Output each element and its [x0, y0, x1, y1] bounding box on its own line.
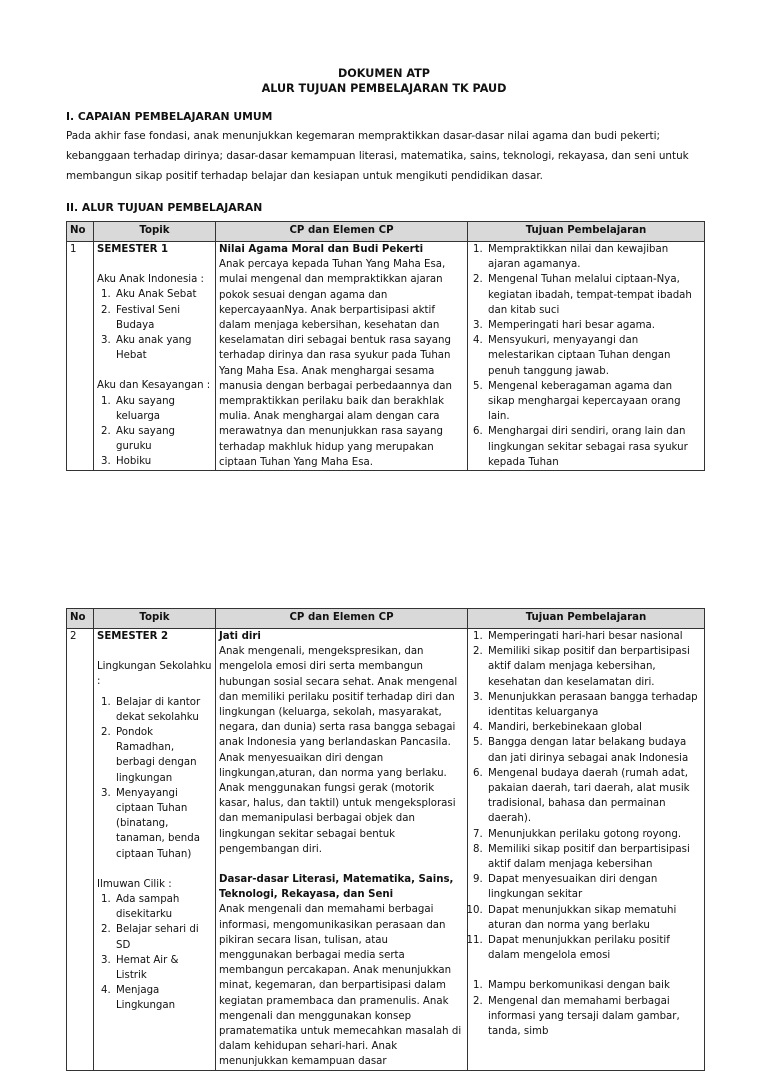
- cp-element-text: Anak mengenali, mengekspresikan, dan mengelola emosi diri serta membangun hubungan sosial secara sehat. Anak mengenal dan memiliki perilaku positif terhadap diri dan lingkungan (keluarga, sekolah, masyarakat, negara, dan dunia) serta rasa bangga sebagai anak Indonesia yang berlandaskan Pancasila. Anak menyesuaikan diri dengan lingkungan,aturan, dan norma yang berlaku. Anak menggunakan fungsi gerak (motorik kasar, halus, dan taktil) untuk mengeksplorasi dan memanipulasi berbagai objek dan lingkungan sekitar sebagai bentuk pengembangan diri.: [219, 646, 458, 855]
- cp-element-text: Anak mengenali dan memahami berbagai informasi, mengomunikasikan perasaan dan pikiran secara lisan, tulisan, atau menggunakan berbagai media serta membangun percakapan. Anak menunjukkan minat, kegemaran, dan berpartisipasi dalam kegiatan pramembaca dan pramenulis. Anak mengenali dan menggunakan konsep pramatematika untuk memecahkan masalah di dalam kehidupan sehari-hari. Anak menunjukkan kemampuan dasar: [219, 904, 462, 1068]
- topic-group-title: Aku dan Kesayangan :: [97, 380, 211, 392]
- section-heading-capaian: I. CAPAIAN PEMBELAJARAN UMUM: [66, 110, 273, 123]
- header-topik: Topik: [94, 609, 216, 629]
- list-item: 5. Mengenal keberagaman agama dan sikap menghargai kepercayaan orang lain.: [486, 379, 701, 425]
- header-tp: Tujuan Pembelajaran: [468, 609, 705, 629]
- list-item: 4. Mandiri, berkebinekaan global: [486, 720, 701, 735]
- section-paragraph-capaian: Pada akhir fase fondasi, anak menunjukkan kegemaran mempraktikkan dasar-dasar nilai agama dan budi pekerti; kebanggaan terhadap dirinya; dasar-dasar kemampuan literasi, matematika, sains, teknologi, rekayasa, dan seni untuk membangun sikap positif terhadap belajar dan kesiapan untuk mengikuti pendidikan dasar.: [66, 130, 689, 182]
- list-item: 1. Mampu berkomunikasi dengan baik: [486, 978, 701, 993]
- list-item: 1. Aku Anak Sebat: [114, 287, 212, 302]
- list-item: 6. Mengenal budaya daerah (rumah adat, pakaian daerah, tari daerah, alat musik tradisional, bahasa dan permainan daerah).: [486, 766, 701, 827]
- topic-list: [97, 287, 212, 363]
- atp-table-semester-2: [66, 608, 705, 1071]
- list-item: 3. Hobiku: [114, 454, 212, 469]
- list-item: 3. Hemat Air & Listrik: [114, 953, 212, 983]
- table-header-row: [67, 609, 705, 629]
- topic-cell: [94, 242, 216, 471]
- list-item: 3. Menunjukkan perasaan bangga terhadap identitas keluarganya: [486, 690, 701, 720]
- cp-element-text: Anak percaya kepada Tuhan Yang Maha Esa, mulai mengenal dan mempraktikkan ajaran pokok sesuai dengan agama dan kepercayaanNya. Anak berpartisipasi aktif dalam menjaga kebersihan, kesehatan dan keselamatan diri sebagai bentuk rasa sayang terhadap dirinya dan rasa syukur pada Tuhan Yang Maha Esa. Anak menghargai sesama manusia dengan berbagai perbedaannya dan mempraktikkan perilaku baik dan berakhlak mulia. Anak menghargai alam dengan cara merawatnya dan menunjukkan rasa sayang terhadap makhluk hidup yang merupakan ciptaan Tuhan Yang Maha Esa.: [219, 259, 452, 468]
- list-item: 1. Ada sampah disekitarku: [114, 892, 212, 922]
- cp-element-title: Nilai Agama Moral dan Budi Pekerti: [219, 244, 424, 255]
- list-item: 11. Dapat menunjukkan perilaku positif dalam mengelola emosi: [486, 933, 701, 963]
- list-item: 3. Memperingati hari besar agama.: [486, 318, 701, 333]
- list-item: 10. Dapat menunjukkan sikap mematuhi aturan dan norma yang berlaku: [486, 903, 701, 933]
- list-item: 2. Pondok Ramadhan, berbagi dengan lingkungan: [114, 725, 212, 786]
- topic-group-title: Ilmuwan Cilik :: [97, 878, 172, 890]
- tp-list: [471, 629, 701, 963]
- row-number: 1: [67, 242, 94, 471]
- list-item: 1. Aku sayang keluarga: [114, 394, 212, 424]
- list-item: 2. Belajar sehari di SD: [114, 922, 212, 952]
- cp-element-title: Dasar-dasar Literasi, Matematika, Sains, Teknologi, Rekayasa, dan Seni: [219, 874, 454, 901]
- tp-cell: [468, 242, 705, 471]
- header-no: No: [67, 609, 94, 629]
- header-no: No: [67, 222, 94, 242]
- cp-cell: [216, 629, 468, 1071]
- document-subtitle: ALUR TUJUAN PEMBELAJARAN TK PAUD: [261, 82, 507, 95]
- list-item: 1. Memperingati hari-hari besar nasional: [486, 629, 701, 644]
- list-item: 2. Mengenal Tuhan melalui ciptaan-Nya, kegiatan ibadah, tempat-tempat ibadah dan kitab suci: [486, 272, 701, 318]
- semester-label: SEMESTER 2: [97, 631, 169, 642]
- list-item: 1. Mempraktikkan nilai dan kewajiban ajaran agamanya.: [486, 242, 701, 272]
- table-row: [67, 242, 705, 471]
- list-item: 1. Belajar di kantor dekat sekolahku: [114, 695, 212, 725]
- topic-group-title: Aku Anak Indonesia :: [97, 274, 204, 286]
- topic-list: [97, 394, 212, 470]
- list-item: 3. Menyayangi ciptaan Tuhan (binatang, tanaman, benda ciptaan Tuhan): [114, 786, 212, 862]
- semester-label: SEMESTER 1: [97, 244, 169, 255]
- tp-cell: [468, 629, 705, 1071]
- list-item: 6. Menghargai diri sendiri, orang lain dan lingkungan sekitar sebagai rasa syukur kepada Tuhan: [486, 424, 701, 470]
- header-cp: CP dan Elemen CP: [216, 222, 468, 242]
- header-topik: Topik: [94, 222, 216, 242]
- list-item: 8. Memiliki sikap positif dan berpartisipasi aktif dalam menjaga kebersihan: [486, 842, 701, 872]
- list-item: 4. Menjaga Lingkungan: [114, 983, 212, 1013]
- table-row: [67, 629, 705, 1071]
- list-item: 4. Mensyukuri, menyayangi dan melestarikan ciptaan Tuhan dengan penuh tanggung jawab.: [486, 333, 701, 379]
- list-item: 5. Bangga dengan latar belakang budaya dan jati dirinya sebagai anak Indonesia: [486, 735, 701, 765]
- list-item: 9. Dapat menyesuaikan diri dengan lingkungan sekitar: [486, 872, 701, 902]
- list-item: 2. Aku sayang guruku: [114, 424, 212, 454]
- topic-list: [97, 695, 212, 862]
- list-item: 2. Festival Seni Budaya: [114, 303, 212, 333]
- list-item: 2. Memiliki sikap positif dan berpartisipasi aktif dalam menjaga kebersihan, kesehatan dan keselamatan diri.: [486, 644, 701, 690]
- topic-cell: [94, 629, 216, 1071]
- header-cp: CP dan Elemen CP: [216, 609, 468, 629]
- list-item: 3. Aku anak yang Hebat: [114, 333, 212, 363]
- document-title: DOKUMEN ATP: [337, 67, 430, 80]
- tp-list: [471, 978, 701, 1039]
- table-header-row: [67, 222, 705, 242]
- topic-list: [97, 892, 212, 1014]
- header-tp: Tujuan Pembelajaran: [468, 222, 705, 242]
- list-item: 7. Menunjukkan perilaku gotong royong.: [486, 827, 701, 842]
- tp-list: [471, 242, 701, 470]
- section-heading-alur: II. ALUR TUJUAN PEMBELAJARAN: [66, 201, 263, 214]
- atp-table-semester-1: [66, 221, 705, 471]
- list-item: 2. Mengenal dan memahami berbagai informasi yang tersaji dalam gambar, tanda, simb: [486, 994, 701, 1040]
- cp-cell: [216, 242, 468, 471]
- cp-element-title: Jati diri: [219, 631, 261, 642]
- row-number: 2: [67, 629, 94, 1071]
- topic-group-title: Lingkungan Sekolahku :: [97, 661, 212, 688]
